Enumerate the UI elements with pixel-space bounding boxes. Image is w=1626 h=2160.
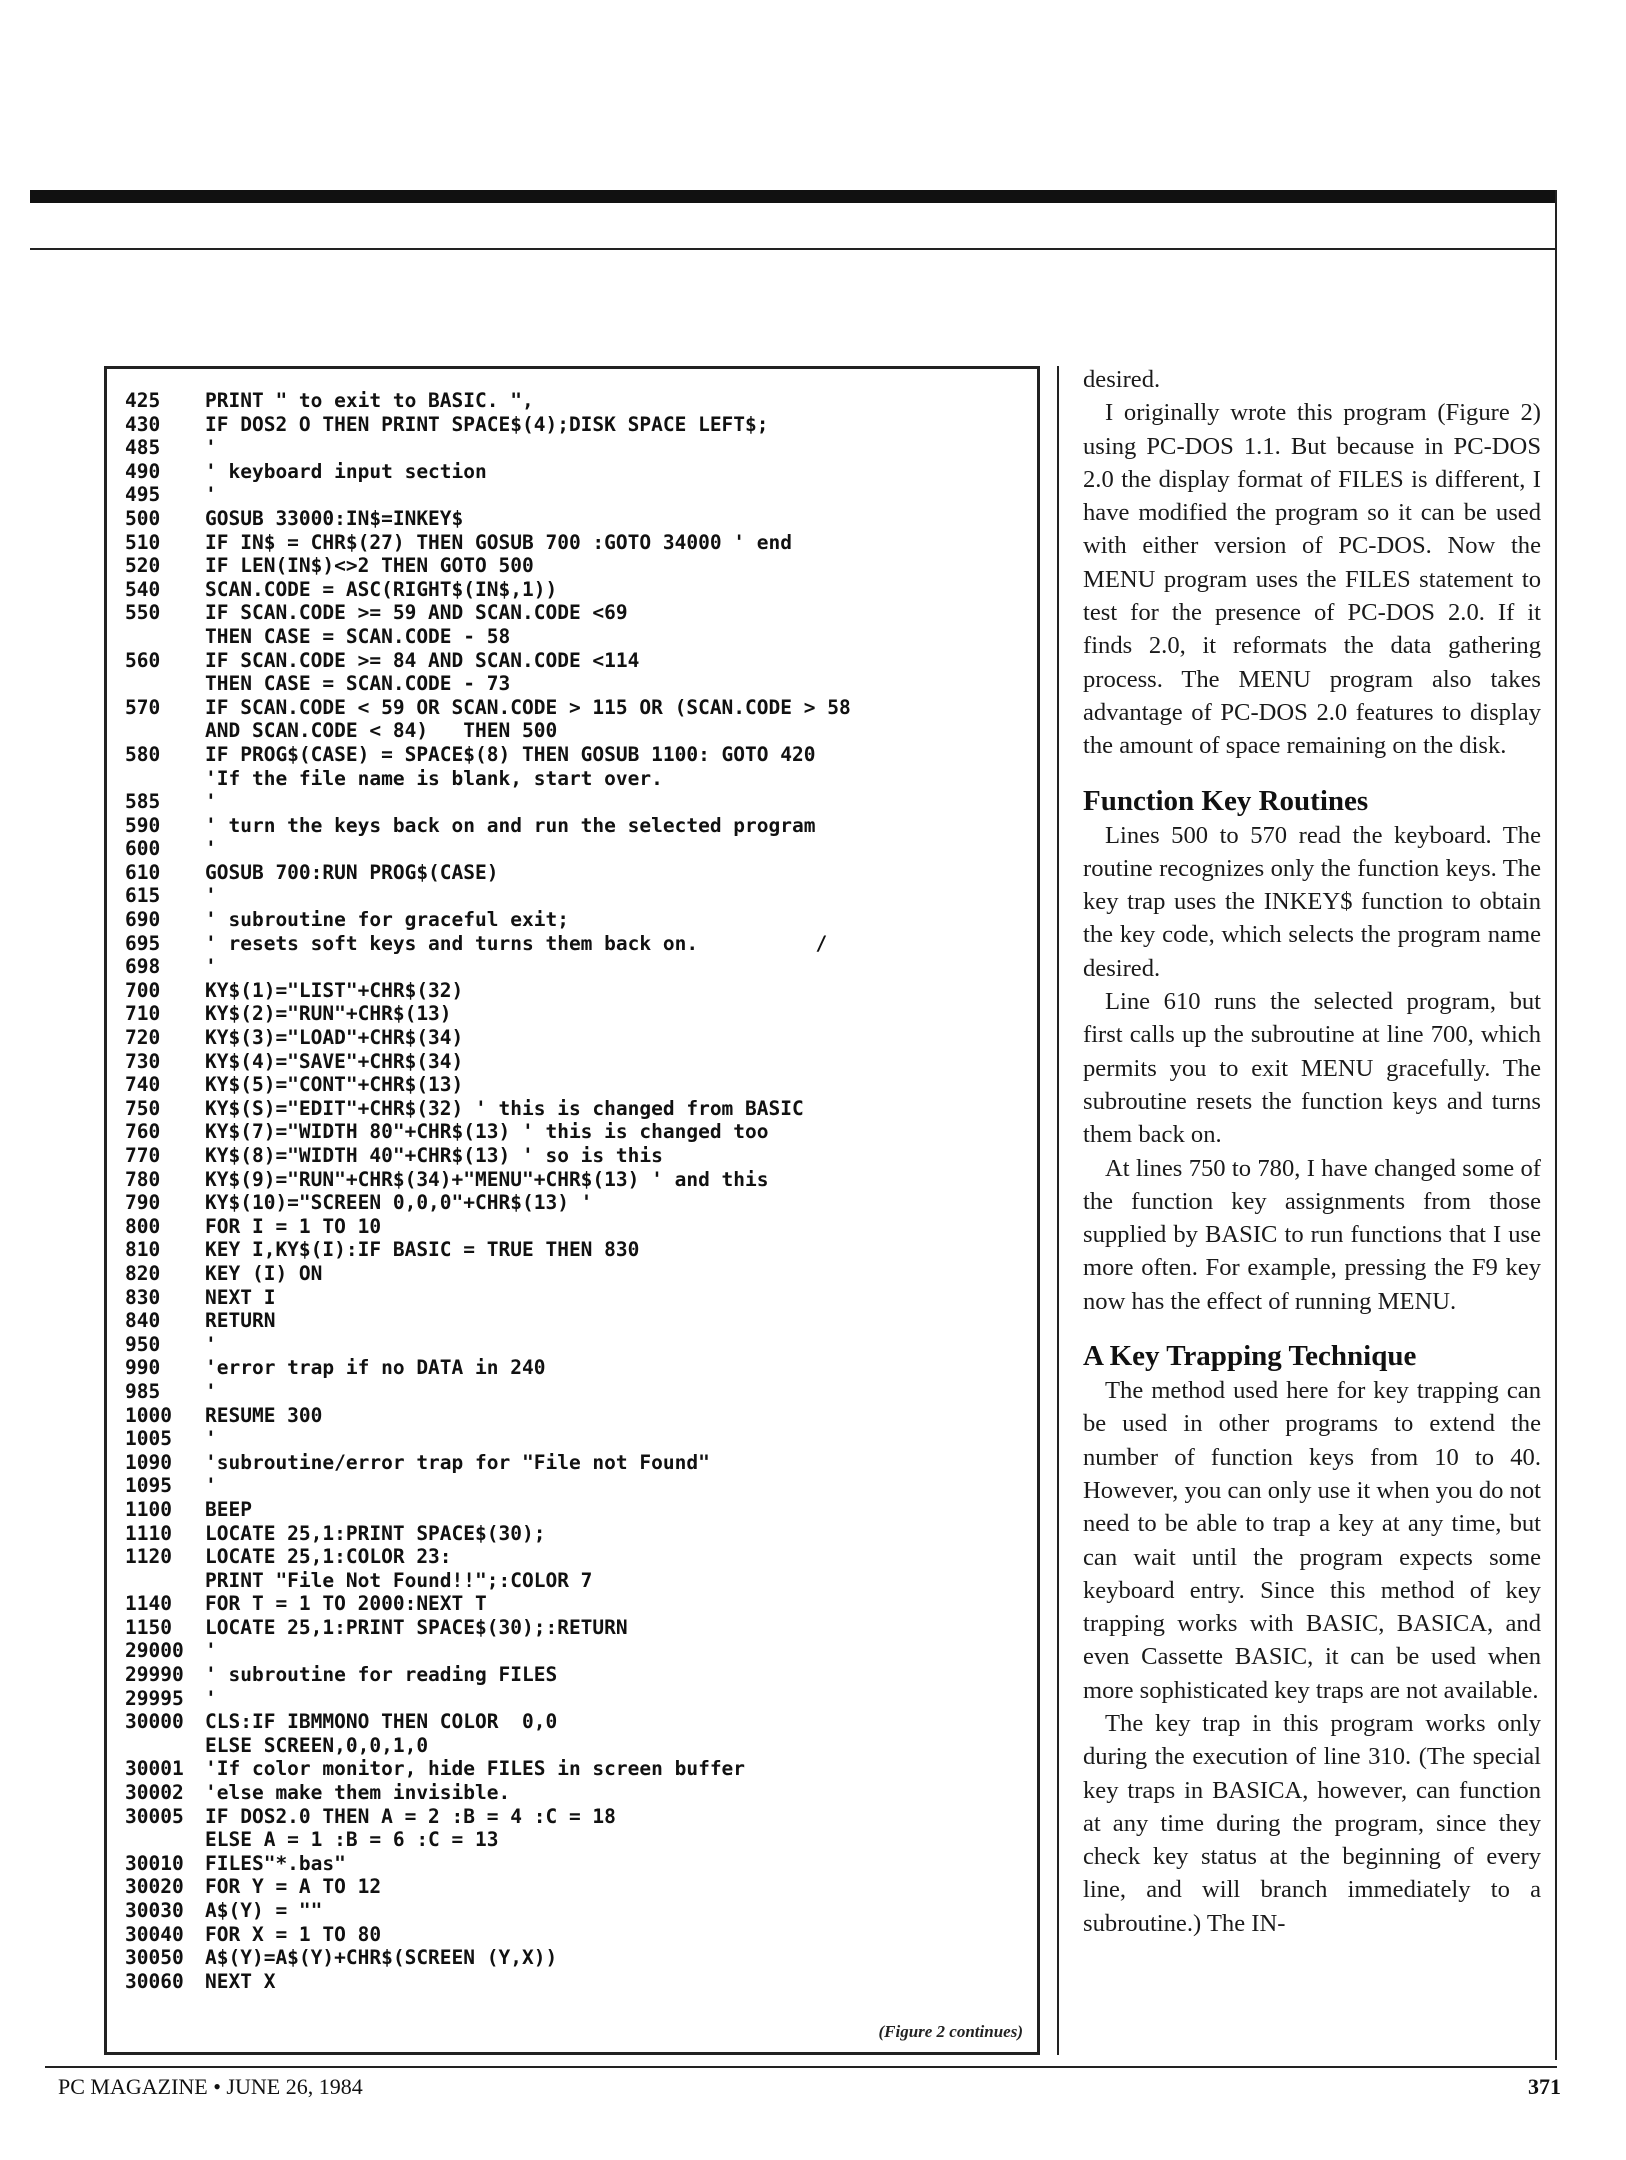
code-line: [125, 1262, 1027, 1286]
line-number: 690: [125, 908, 161, 932]
code-text: KY$(1)="LIST"+CHR$(32): [205, 978, 464, 1002]
code-text: KY$(S)="EDIT"+CHR$(32) ' this is changed from BASIC: [205, 1096, 804, 1120]
line-number: 30020: [125, 1875, 184, 1899]
article-column: [1083, 363, 1541, 1940]
code-text: ' subroutine for graceful exit;: [205, 908, 569, 932]
line-number: [125, 1828, 205, 1852]
code-line: [125, 1238, 1027, 1262]
line-number: 30060: [125, 1969, 184, 1993]
code-text: KY$(2)="RUN"+CHR$(13): [205, 1002, 452, 1026]
line-number: 830: [125, 1285, 161, 1309]
line-number: 490: [125, 459, 161, 483]
line-number: 485: [125, 436, 161, 460]
code-text: IF SCAN.CODE >= 84 AND SCAN.CODE <114: [205, 648, 640, 672]
line-number: 495: [125, 483, 161, 507]
line-number: 1100: [125, 1497, 172, 1521]
right-margin-rule: [1555, 190, 1557, 2060]
code-text: IF DOS2 O THEN PRINT SPACE$(4);DISK SPACE LEFT$;: [205, 412, 769, 436]
code-line: [125, 1356, 1027, 1380]
magazine-footer: PC MAGAZINE • JUNE 26, 1984: [58, 2074, 363, 2099]
line-number: 29990: [125, 1663, 184, 1687]
code-text: FOR T = 1 TO 2000:NEXT T: [205, 1592, 487, 1616]
code-line: [125, 1474, 1027, 1498]
line-number: 29000: [125, 1639, 184, 1663]
code-line: [125, 1404, 1027, 1428]
code-text: ': [205, 1427, 217, 1451]
line-number: 730: [125, 1049, 161, 1073]
code-text: RETURN: [205, 1309, 276, 1333]
line-number: 700: [125, 978, 161, 1002]
line-number: 760: [125, 1120, 161, 1144]
code-line: [125, 649, 1027, 673]
line-number: 810: [125, 1238, 161, 1262]
line-number: 610: [125, 860, 161, 884]
code-text: BEEP: [205, 1497, 252, 1521]
code-text: KY$(9)="RUN"+CHR$(34)+"MENU"+CHR$(13) ' and this: [205, 1167, 769, 1191]
code-line: [125, 1026, 1027, 1050]
code-line: [125, 483, 1027, 507]
code-line: [125, 884, 1027, 908]
code-text: ': [205, 790, 217, 814]
line-number: [125, 625, 205, 649]
code-line: [125, 460, 1027, 484]
code-text: ': [205, 483, 217, 507]
code-line: [125, 1946, 1027, 1970]
code-line: [125, 1215, 1027, 1239]
code-line: [125, 625, 1027, 649]
code-line: [125, 1309, 1027, 1333]
code-line: [125, 1427, 1027, 1451]
line-number: 600: [125, 837, 161, 861]
code-text: ': [205, 837, 217, 861]
code-text: 'error trap if no DATA in 240: [205, 1356, 546, 1380]
code-listing: [125, 389, 1027, 1993]
code-line: [125, 1757, 1027, 1781]
code-text: ': [205, 1639, 217, 1663]
line-number: 1150: [125, 1615, 172, 1639]
code-line: [125, 1663, 1027, 1687]
code-line: [125, 1781, 1027, 1805]
code-line: [125, 531, 1027, 555]
line-number: 30002: [125, 1781, 184, 1805]
line-number: 770: [125, 1144, 161, 1167]
code-text: A$(Y) = "": [205, 1899, 323, 1922]
code-text: GOSUB 33000:IN$=INKEY$: [205, 506, 464, 530]
code-text: FOR X = 1 TO 80: [205, 1922, 382, 1946]
line-number: 30010: [125, 1851, 184, 1875]
code-line: [125, 1852, 1027, 1876]
code-text: CLS:IF IBMMONO THEN COLOR 0,0: [205, 1710, 558, 1734]
spacer: [1083, 1318, 1541, 1338]
code-text: IF LEN(IN$)<>2 THEN GOTO 500: [205, 554, 534, 578]
line-number: 30030: [125, 1899, 184, 1922]
code-line: [125, 1828, 1027, 1852]
line-number: 585: [125, 790, 161, 814]
code-text: KY$(7)="WIDTH 80"+CHR$(13) ' this is changed too: [205, 1120, 769, 1144]
code-line: [125, 696, 1027, 720]
code-text: ': [205, 1474, 217, 1498]
code-line: [125, 1899, 1027, 1923]
code-line: [125, 1191, 1027, 1215]
code-line: [125, 1710, 1027, 1734]
line-number: 840: [125, 1309, 161, 1333]
code-text: KY$(3)="LOAD"+CHR$(34): [205, 1026, 464, 1050]
code-text: IF PROG$(CASE) = SPACE$(8) THEN GOSUB 1100: GOTO 420: [205, 742, 816, 766]
line-number: 510: [125, 530, 161, 554]
code-line: [125, 1286, 1027, 1310]
code-line: [125, 1097, 1027, 1121]
line-number: [125, 719, 205, 743]
section-heading: Function Key Routines: [1083, 784, 1369, 817]
code-line: [125, 1380, 1027, 1404]
code-text: LOCATE 25,1:COLOR 23:: [205, 1545, 452, 1569]
code-text: 'If the file name is blank, start over.: [205, 766, 663, 790]
code-line: [125, 601, 1027, 625]
code-text: ELSE A = 1 :B = 6 :C = 13: [205, 1828, 499, 1852]
code-text: ': [205, 884, 217, 908]
line-number: 560: [125, 648, 161, 672]
code-text: KY$(4)="SAVE"+CHR$(34): [205, 1049, 464, 1073]
line-number: 520: [125, 554, 161, 578]
line-number: 985: [125, 1379, 161, 1403]
code-line: [125, 1333, 1027, 1357]
line-number: 540: [125, 577, 161, 601]
code-text: KY$(5)="CONT"+CHR$(13): [205, 1073, 464, 1097]
line-number: 590: [125, 813, 161, 837]
code-text: KEY (I) ON: [205, 1261, 323, 1285]
code-line: [125, 1498, 1027, 1522]
program-listing-figure: [104, 366, 1040, 2055]
code-line: [125, 578, 1027, 602]
code-text: KEY I,KY$(I):IF BASIC = TRUE THEN 830: [205, 1238, 640, 1262]
code-line: [125, 1569, 1027, 1593]
code-line: [125, 1168, 1027, 1192]
page-number: 371: [1528, 2074, 1561, 2099]
line-number: [125, 1569, 205, 1593]
article-paragraph: The key trap in this program works only during the execution of line 310. (The special key traps in BASICA, however, can function at any time during the program, since they check key status at the beginning of every line, and will branch immediately to a subroutine.) The IN-: [1083, 1709, 1541, 1937]
code-line: [125, 1522, 1027, 1546]
code-text: ELSE SCREEN,0,0,1,0: [205, 1733, 429, 1757]
code-line: [125, 1144, 1027, 1168]
line-number: 425: [125, 389, 161, 412]
figure-caption: (Figure 2 continues): [878, 2022, 1023, 2041]
footer-rule: [45, 2066, 1557, 2068]
code-text: LOCATE 25,1:PRINT SPACE$(30);:RETURN: [205, 1615, 628, 1639]
code-line: [125, 1120, 1027, 1144]
line-number: [125, 1734, 205, 1758]
line-number: 800: [125, 1214, 161, 1238]
line-number: 1120: [125, 1545, 172, 1569]
code-text: FOR I = 1 TO 10: [205, 1214, 382, 1238]
line-number: 698: [125, 955, 161, 979]
line-number: [125, 672, 205, 696]
code-line: [125, 814, 1027, 838]
code-text: RESUME 300: [205, 1403, 323, 1427]
code-text: FILES"*.bas": [205, 1851, 346, 1875]
code-text: IF IN$ = CHR$(27) THEN GOSUB 700 :GOTO 34000 ' end: [205, 530, 792, 554]
code-line: [125, 767, 1027, 791]
code-line: [125, 1050, 1027, 1074]
code-line: [125, 1805, 1027, 1829]
code-text: ' resets soft keys and turns them back on. /: [205, 931, 828, 955]
code-line: [125, 1923, 1027, 1947]
code-line: [125, 861, 1027, 885]
code-line: [125, 908, 1027, 932]
column-divider: [1057, 366, 1059, 2055]
line-number: 1110: [125, 1521, 172, 1545]
code-line: [125, 1875, 1027, 1899]
code-line: [125, 837, 1027, 861]
code-line: [125, 436, 1027, 460]
code-text: ' keyboard input section: [205, 459, 487, 483]
code-line: [125, 955, 1027, 979]
article-paragraph: Line 610 runs the selected program, but first calls up the subroutine at line 700, which permits you to exit MENU gracefully. The subroutine resets the function keys and turns them back on.: [1083, 988, 1541, 1149]
code-line: [125, 1616, 1027, 1640]
code-text: NEXT I: [205, 1285, 276, 1309]
line-number: [125, 767, 205, 791]
article-paragraph: The method used here for key trapping can be used in other programs to extend the number of function keys from 10 to 40. However, you can only use it when you do not need to be able to trap a key at any time, but can wait until the program expects some keyboard entry. Since this method of key trapping works with BASIC, BASICA, and even Cassette BASIC, it can be used when more sophisticated key traps are not available.: [1083, 1377, 1542, 1704]
code-text: AND SCAN.CODE < 84) THEN 500: [205, 719, 558, 743]
article-paragraph: At lines 750 to 780, I have changed some of the function key assignments from those supplied by BASIC to run functions that I use more often. For example, pressing the F9 key now has the effect of running MENU.: [1083, 1154, 1541, 1315]
code-text: IF SCAN.CODE >= 59 AND SCAN.CODE <69: [205, 601, 628, 625]
line-number: 1095: [125, 1474, 172, 1498]
code-line: [125, 1545, 1027, 1569]
line-number: 990: [125, 1356, 161, 1380]
code-line: [125, 672, 1027, 696]
code-text: THEN CASE = SCAN.CODE - 58: [205, 624, 511, 648]
code-text: ': [205, 1686, 217, 1710]
article-paragraph: I originally wrote this program (Figure 2) using PC-DOS 1.1. But because in PC-DOS 2.0 the display format of FILES is different, I have modified the program so it can be used with either version of PC-DOS. Now the MENU program uses the FILES statement to test for the presence of PC-DOS 2.0. If it finds 2.0, it reformats the data gathering process. The MENU program also takes advantage of PC-DOS 2.0 features to display the amount of space remaining on the disk.: [1083, 399, 1541, 760]
line-number: 30005: [125, 1804, 184, 1828]
code-line: [125, 1639, 1027, 1663]
code-line: [125, 413, 1027, 437]
code-text: ' turn the keys back on and run the selected program: [205, 813, 816, 837]
line-number: 570: [125, 695, 161, 719]
code-line: [125, 1970, 1027, 1994]
article-paragraph: Lines 500 to 570 read the keyboard. The routine recognizes only the function keys. The key trap uses the INKEY$ function to obtain the key code, which selects the program name desired.: [1083, 821, 1541, 982]
line-number: 790: [125, 1191, 161, 1215]
line-number: 615: [125, 884, 161, 908]
code-text: FOR Y = A TO 12: [205, 1875, 382, 1899]
article-paragraph: desired.: [1083, 366, 1161, 393]
code-text: LOCATE 25,1:PRINT SPACE$(30);: [205, 1521, 546, 1545]
code-text: KY$(8)="WIDTH 40"+CHR$(13) ' so is this: [205, 1144, 663, 1167]
code-text: IF DOS2.0 THEN A = 2 :B = 4 :C = 18: [205, 1804, 616, 1828]
line-number: 695: [125, 931, 161, 955]
line-number: 29995: [125, 1686, 184, 1710]
code-line: [125, 507, 1027, 531]
code-text: 'If color monitor, hide FILES in screen buffer: [205, 1757, 746, 1781]
line-number: 750: [125, 1096, 161, 1120]
code-line: [125, 1451, 1027, 1475]
line-number: 500: [125, 506, 161, 530]
code-text: GOSUB 700:RUN PROG$(CASE): [205, 860, 499, 884]
code-text: A$(Y)=A$(Y)+CHR$(SCREEN (Y,X)): [205, 1946, 558, 1970]
line-number: 30050: [125, 1946, 184, 1970]
code-line: [125, 1734, 1027, 1758]
line-number: 820: [125, 1261, 161, 1285]
line-number: 430: [125, 412, 161, 436]
line-number: 580: [125, 742, 161, 766]
code-line: [125, 932, 1027, 956]
code-text: PRINT " to exit to BASIC. ",: [205, 389, 534, 412]
code-line: [125, 1002, 1027, 1026]
line-number: 950: [125, 1332, 161, 1356]
line-number: 1005: [125, 1427, 172, 1451]
line-number: 780: [125, 1167, 161, 1191]
code-line: [125, 389, 1027, 413]
line-number: 30001: [125, 1757, 184, 1781]
line-number: 740: [125, 1073, 161, 1097]
code-line: [125, 790, 1027, 814]
code-text: IF SCAN.CODE < 59 OR SCAN.CODE > 115 OR (SCAN.CODE > 58: [205, 695, 851, 719]
code-line: [125, 743, 1027, 767]
code-line: [125, 1592, 1027, 1616]
code-text: ': [205, 955, 217, 979]
code-line: [125, 554, 1027, 578]
line-number: 1140: [125, 1592, 172, 1616]
code-text: ': [205, 436, 217, 460]
code-text: PRINT "File Not Found!!";:COLOR 7: [205, 1568, 593, 1592]
code-text: 'else make them invisible.: [205, 1781, 511, 1805]
line-number: 1090: [125, 1450, 172, 1474]
code-text: NEXT X: [205, 1969, 276, 1993]
line-number: 1000: [125, 1403, 172, 1427]
header-rule-thin: [30, 248, 1557, 250]
line-number: 30000: [125, 1710, 184, 1734]
code-line: [125, 979, 1027, 1003]
line-number: 30040: [125, 1922, 184, 1946]
code-line: [125, 1687, 1027, 1711]
code-line: [125, 719, 1027, 743]
header-rule-thick: [30, 190, 1557, 203]
spacer: [1083, 763, 1541, 783]
code-text: ' subroutine for reading FILES: [205, 1663, 558, 1687]
code-text: KY$(10)="SCREEN 0,0,0"+CHR$(13) ': [205, 1191, 593, 1215]
line-number: 550: [125, 601, 161, 625]
line-number: 720: [125, 1026, 161, 1050]
code-text: ': [205, 1379, 217, 1403]
code-text: 'subroutine/error trap for "File not Found": [205, 1450, 710, 1474]
code-text: THEN CASE = SCAN.CODE - 73: [205, 672, 511, 696]
section-heading: A Key Trapping Technique: [1083, 1340, 1417, 1373]
code-text: ': [205, 1332, 217, 1356]
code-line: [125, 1073, 1027, 1097]
line-number: 710: [125, 1002, 161, 1026]
code-text: SCAN.CODE = ASC(RIGHT$(IN$,1)): [205, 577, 558, 601]
